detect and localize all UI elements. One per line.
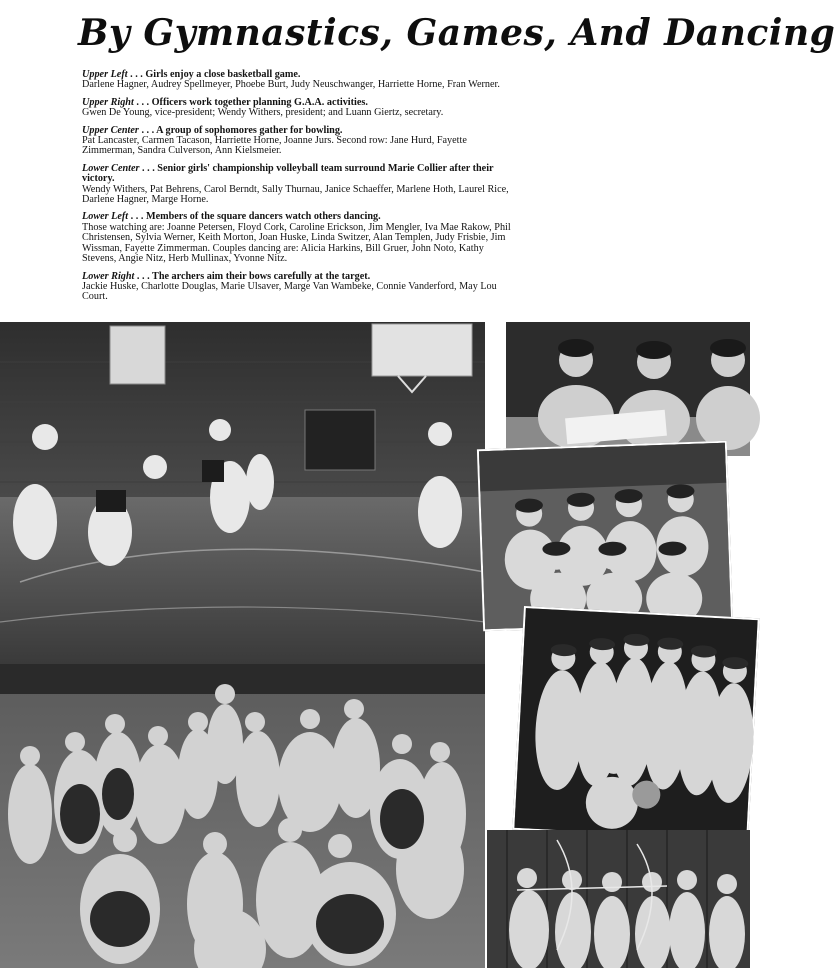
caption-description: Officers work together planning G.A.A. activities. — [151, 96, 368, 108]
photo-square-dancers — [0, 664, 485, 968]
caption-position: Lower Right — [82, 270, 135, 282]
caption-upper-left: Upper Left . . . Girls enjoy a close basketball game. Darlene Hagner, Audrey Spellmeyer, Phoebe Burt, Judy Neuschwanger, Harriette Horne, Fran Werner. — [82, 69, 500, 91]
caption-names: Darlene Hagner, Audrey Spellmeyer, Phoebe Burt, Judy Neuschwanger, Harriette Horne, Fran Werner. — [82, 79, 500, 91]
caption-position: Upper Left — [82, 69, 128, 80]
caption-names: Pat Lancaster, Carmen Tacason, Harriette Horne, Joanne Jurs. Second row: Jane Hurd, Fayette Zimmerman, Sandra Culverson, Ann Kielsmeier. — [82, 135, 467, 157]
caption-description: Girls enjoy a close basketball game. — [145, 69, 301, 80]
caption-description: The archers aim their bows carefully at the target. — [152, 270, 371, 282]
caption-position: Lower Left — [82, 211, 129, 223]
photo-basketball-game — [0, 322, 485, 664]
caption-names: Gwen De Young, vice-president; Wendy Withers, president; and Luann Giertz, secretary. — [82, 107, 444, 119]
caption-position: Upper Right — [82, 96, 134, 108]
page-title: By Gymnastics, Games, And Dancing — [78, 12, 835, 54]
caption-lower-center: Lower Center . . . Senior girls' championship volleyball team surround Marie Collier after their victory. Wendy Withers, Pat Behrens, Carol Berndt, Sally Thurnau, Janice Schaeffer, Marlene Hoth, Laurel Rice, Darlene Hagner, Marge Horne. — [82, 162, 509, 206]
photo-gaa-officers — [506, 322, 750, 456]
photo-sophomores-bowling — [477, 441, 733, 632]
caption-position: Lower Center — [82, 162, 140, 174]
photo-archers — [487, 830, 750, 968]
caption-description: Members of the square dancers watch others dancing. — [145, 211, 381, 223]
caption-upper-right: Upper Right . . . Officers work together planning G.A.A. activities. Gwen De Young, vice-president; Wendy Withers, president; and Luann Giertz, secretary. — [82, 96, 444, 119]
caption-names: Wendy Withers, Pat Behrens, Carol Berndt, Sally Thurnau, Janice Schaeffer, Marlene Hoth, Laurel Rice, Darlene Hagner, Marge Horne. — [82, 183, 509, 206]
caption-description: Senior girls' championship volleyball team surround Marie Collier after their victory. — [82, 162, 494, 185]
caption-names: Jackie Huske, Charlotte Douglas, Marie Ulsaver, Marge Van Wambeke, Connie Vanderford, May Lou Court. — [82, 280, 497, 303]
caption-upper-center: Upper Center . . . A group of sophomores gather for bowling. Pat Lancaster, Carmen Tacason, Harriette Horne, Joanne Jurs. Second row: Jane Hurd, Fayette Zimmerman, Sandra Culverson, Ann Kielsmeier. — [82, 124, 467, 157]
caption-names: Those watching are: Joanne Petersen, Floyd Cork, Caroline Erickson, Jim Mengler, Iva Mae Rakow, Phil Christensen, Sylvia Werner, Keith Morton, Joan Huske, Linda Switzer, Alan Templen, Judy Frisbie, Jim Wissman, Fayette Zimmerman. Couples dancing are: Alicia Harkins, Bill Gruer, John Noto, Kathy Stevens, Angie Nitz, Herb Mullinax, Yvonne Nitz. — [82, 221, 511, 265]
caption-lower-right: Lower Right . . . The archers aim their bows carefully at the target. Jackie Huske, Charlotte Douglas, Marie Ulsaver, Marge Van Wambeke, Connie Vanderford, May Lou Court. — [82, 270, 497, 303]
caption-block — [82, 70, 514, 310]
caption-description: A group of sophomores gather for bowling. — [156, 124, 343, 136]
caption-position: Upper Center — [82, 124, 139, 136]
caption-lower-left: Lower Left . . . Members of the square dancers watch others dancing. Those watching are: Joanne Petersen, Floyd Cork, Caroline Erickson, Jim Mengler, Iva Mae Rakow, Phil Christensen, Sylvia Werner, Keith Morton, Joan Huske, Linda Switzer, Alan Templen, Judy Frisbie, Jim Wissman, Fayette Zimmerman. Couples dancing are: Alicia Harkins, Bill Gruer, John Noto, Kathy Stevens, Angie Nitz, Herb Mullinax, Yvonne Nitz. — [82, 211, 511, 265]
photo-volleyball-team — [512, 606, 759, 842]
